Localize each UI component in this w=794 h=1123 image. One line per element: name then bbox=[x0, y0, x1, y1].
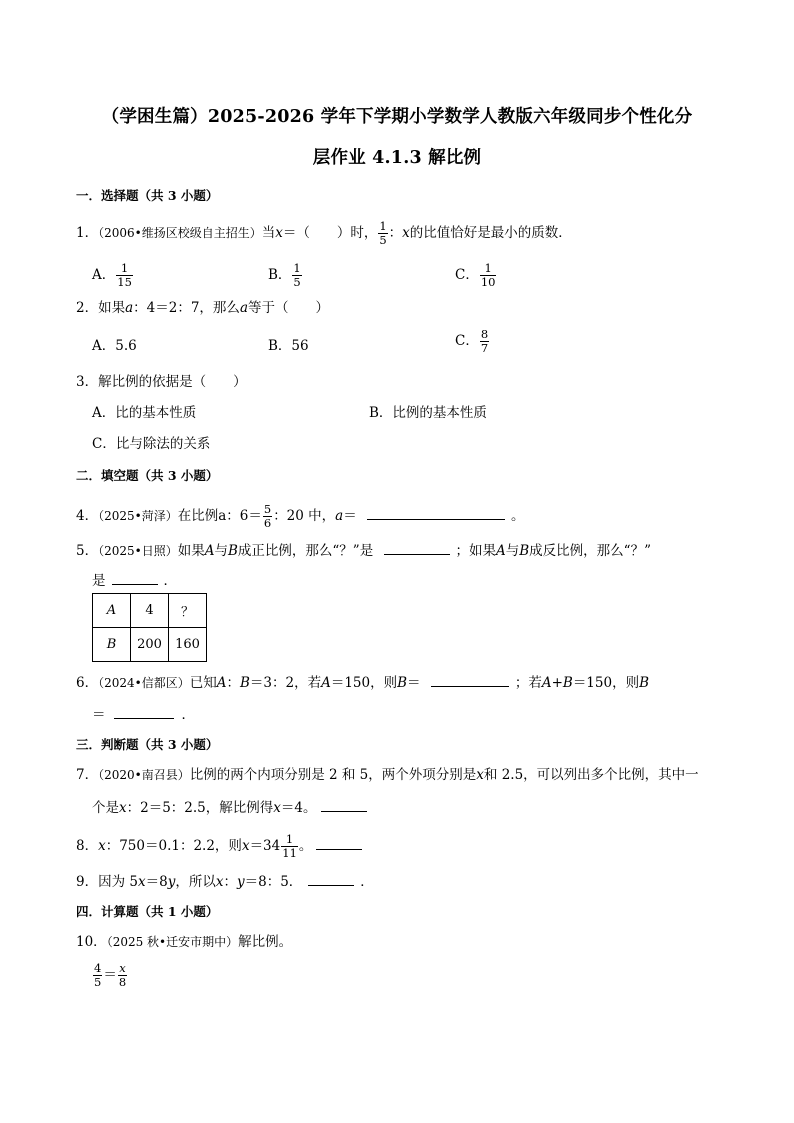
variable: a bbox=[239, 300, 248, 316]
variable: x bbox=[137, 874, 146, 890]
variable: y bbox=[167, 874, 176, 890]
question-5: 5．（2025•日照）如果A与B成正比例，那么“？”是 ；如果A与B成反比例，那么“？” bbox=[76, 540, 651, 560]
question-number: 2． bbox=[76, 300, 99, 316]
section-heading-choice: 一．选择题（共 3 小题） bbox=[76, 188, 219, 203]
page-title-line2: 层作业 4.1.3 解比例 bbox=[312, 148, 482, 168]
answer-blank[interactable] bbox=[367, 505, 505, 520]
option-a[interactable]: A．5.6 bbox=[92, 338, 137, 354]
section-heading-fill: 二．填空题（共 3 小题） bbox=[76, 468, 219, 483]
question-number: 9． bbox=[76, 874, 99, 890]
option-label: A． bbox=[92, 267, 116, 283]
variable: B bbox=[519, 543, 530, 559]
question-number: 1． bbox=[76, 225, 99, 241]
option-label: B． bbox=[268, 267, 292, 283]
question-text: ： bbox=[388, 225, 403, 241]
variable: x bbox=[273, 800, 281, 816]
option-label: C． bbox=[455, 267, 479, 283]
fraction: $\frac{4}{5}$ bbox=[94, 961, 102, 989]
fraction: $\frac{5}{6}$ bbox=[263, 502, 272, 530]
variable: B bbox=[397, 675, 408, 691]
variable: B bbox=[239, 675, 250, 691]
section-heading-calc: 四．计算题（共 1 小题） bbox=[76, 904, 219, 919]
table-row bbox=[93, 628, 207, 662]
equation: $\frac{4}{5}$ ＝ $\frac{x}{8}$ bbox=[94, 961, 127, 989]
option-a[interactable]: A．比的基本性质 bbox=[92, 405, 197, 421]
variable: y bbox=[236, 874, 245, 890]
option-b[interactable]: B．56 bbox=[268, 338, 309, 354]
variable: A bbox=[216, 675, 227, 691]
variable: A bbox=[204, 543, 215, 559]
question-10: 10．（2025 秋•迁安市期中）解比例。 bbox=[76, 934, 293, 950]
answer-blank[interactable] bbox=[316, 835, 362, 850]
option-b[interactable] bbox=[268, 262, 303, 289]
variable: x bbox=[275, 225, 283, 241]
fraction-numerator: 1 bbox=[379, 219, 387, 233]
answer-blank[interactable] bbox=[321, 797, 367, 812]
option-c[interactable]: C．比与除法的关系 bbox=[92, 436, 211, 452]
page-title-line1: （学困生篇）2025-2026 学年下学期小学数学人教版六年级同步个性化分 bbox=[101, 107, 693, 127]
answer-blank[interactable] bbox=[431, 672, 509, 687]
question-number: 7． bbox=[76, 767, 99, 783]
variable: x bbox=[98, 838, 106, 854]
question-9: 9．因为 5x＝8y，所以x：y＝8：5． ． bbox=[76, 871, 374, 891]
fraction: $\frac{1}{11}$ bbox=[282, 832, 297, 860]
question-number: 6． bbox=[76, 675, 99, 691]
question-text: ＝（ ）时， bbox=[282, 225, 378, 241]
question-6: 6．（2024•信都区）已知A：B＝3：2，若A＝150，则B＝ ；若A+B＝150，则B bbox=[76, 672, 649, 692]
option-b[interactable]: B．比例的基本性质 bbox=[369, 405, 487, 421]
variable: x bbox=[119, 800, 127, 816]
question-source: （2025•菏泽） bbox=[98, 509, 178, 523]
fraction: $\frac{1}{15}$ bbox=[117, 261, 132, 289]
question-number: 4． bbox=[76, 508, 99, 524]
question-number: 5． bbox=[76, 543, 99, 559]
variable: B bbox=[639, 675, 650, 691]
question-2: 2．如果a：4＝2：7，那么a等于（ ） bbox=[76, 300, 329, 316]
table-cell: 200 bbox=[131, 628, 169, 662]
fraction: $\frac{8}{7}$ bbox=[480, 327, 489, 355]
variable: x bbox=[402, 225, 410, 241]
question-1 bbox=[76, 220, 572, 247]
proportion-table bbox=[92, 593, 207, 662]
question-number: 8． bbox=[76, 838, 99, 854]
question-source: （2025 秋•迁安市期中） bbox=[106, 935, 239, 949]
table-row bbox=[93, 594, 207, 628]
question-source: （2024•信都区） bbox=[98, 676, 190, 690]
question-3: 3．解比例的依据是（ ） bbox=[76, 374, 247, 390]
question-text: 当 bbox=[261, 225, 276, 241]
variable: a bbox=[335, 508, 344, 524]
question-4: 4．（2025•菏泽）在比例a：6＝ $\frac{5}{6}$ ：20 中，a＝ 。 bbox=[76, 502, 525, 530]
answer-blank[interactable] bbox=[114, 704, 174, 719]
table-cell: 4 bbox=[131, 594, 169, 628]
fraction bbox=[378, 220, 387, 247]
variable: a bbox=[125, 300, 134, 316]
question-source: （2025•日照） bbox=[98, 544, 178, 558]
question-source: （2020•南召县） bbox=[98, 768, 190, 782]
answer-blank[interactable] bbox=[112, 570, 158, 585]
variable: x bbox=[241, 838, 250, 854]
question-text: 的比值恰好是最小的质数． bbox=[409, 225, 572, 241]
variable: x bbox=[476, 767, 484, 783]
answer-blank[interactable] bbox=[384, 540, 450, 555]
fraction: $\frac{x}{8}$ bbox=[118, 961, 127, 989]
variable: A bbox=[321, 675, 331, 691]
table-cell: ？ bbox=[169, 594, 207, 628]
answer-blank[interactable] bbox=[308, 871, 354, 886]
variable: x bbox=[215, 874, 224, 890]
fraction-denominator: 5 bbox=[379, 233, 387, 247]
question-5-line2: 是 ． bbox=[92, 570, 177, 590]
question-7: 7．（2020•南召县）比例的两个内项分别是 2 和 5，两个外项分别是x和 2.5，可以列出多个比例，其中一 bbox=[76, 767, 699, 783]
fraction: $\frac{1}{10}$ bbox=[480, 261, 496, 289]
option-a[interactable] bbox=[92, 262, 134, 289]
variable: A+B bbox=[541, 675, 573, 691]
variable: B bbox=[227, 543, 238, 559]
option-label: C． bbox=[455, 333, 479, 349]
question-7-line2: 个是x：2＝5：2.5，解比例得x＝4。 bbox=[92, 797, 367, 817]
table-cell: A bbox=[93, 594, 131, 628]
question-6-line2: ＝ ． bbox=[92, 704, 195, 724]
question-number: 10． bbox=[76, 934, 107, 950]
section-heading-judge: 三．判断题（共 3 小题） bbox=[76, 737, 219, 752]
table-cell: 160 bbox=[169, 628, 207, 662]
option-c[interactable] bbox=[455, 328, 490, 355]
question-source: （2006•维扬区校级自主招生） bbox=[98, 226, 262, 240]
variable: A bbox=[496, 543, 506, 559]
fraction: $\frac{1}{5}$ bbox=[293, 261, 301, 289]
table-cell: B bbox=[93, 628, 131, 662]
option-c[interactable] bbox=[455, 262, 497, 289]
question-8: 8．x：750＝0.1：2.2，则x＝34 $\frac{1}{11}$ 。 bbox=[76, 833, 362, 860]
